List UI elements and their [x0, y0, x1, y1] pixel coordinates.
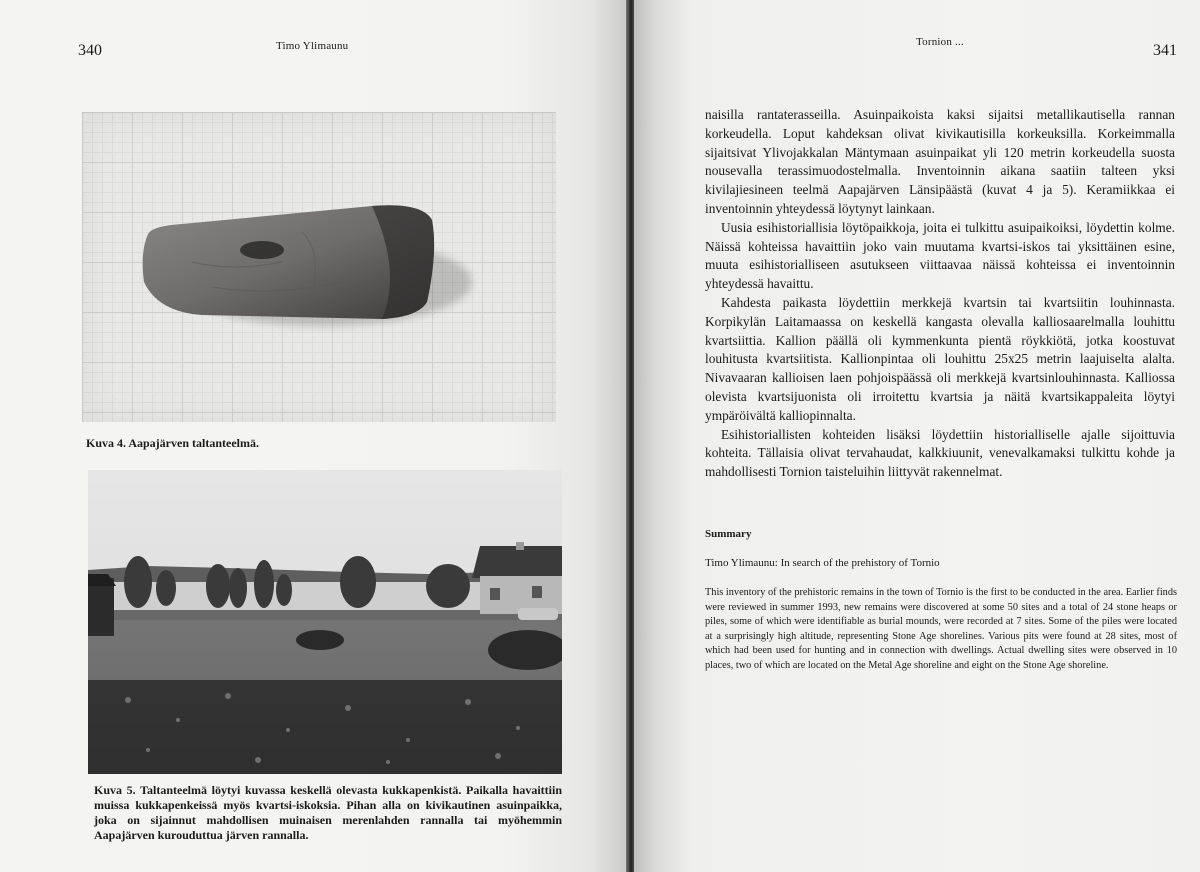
paragraph-1: naisilla rantaterasseilla. Asuinpaikoista kaksi sijaitsi metallikautisella rannan korkeudella. Loput kahdeksan olivat kivikautisilla korkeuksilla. Korkeimmalla sijaitsivat Ylivojakkalan Mäntymaan asuinpaikat yli 120 metrin korkeudella suosta nousevalla terassimuodostelmalla. Inventoinnin aikana saatiin talteen yksi kivilajiesineen teelmä Aapajärven Länsipäästä (kuvat 4 ja 5). Keramiikkaa ei inventoinnin yhteydessä löytynyt lainkaan.	[705, 107, 1175, 216]
summary-heading: Summary	[705, 528, 752, 540]
figure-5-photo	[88, 470, 562, 774]
figure-5-caption: Kuva 5. Taltanteelmä löytyi kuvassa keskellä olevasta kukkapenkistä. Paikalla havaittiin muissa kukkapenkeissä myös kvartsi-iskoksia. Pihan alla on kivikautinen asuinpaikka, joka on sijainnut mahdollisen muinaisen merenlahden rannalla tai myöhemmin Aapajärven kurouduttua järven rannalla.	[94, 783, 562, 842]
landscape-image	[88, 470, 562, 774]
running-head-right: Tornion ...	[916, 36, 964, 48]
running-head-left: Timo Ylimaunu	[276, 40, 349, 52]
summary-subtitle: Timo Ylimaunu: In search of the prehistory of Tornio	[705, 557, 940, 569]
paragraph-3: Kahdesta paikasta löydettiin merkkejä kvartsin tai kvartsiitin louhinnasta. Korpikylän Laitamaassa on keskellä kangasta olevalla kalliosaarelmalla louhittu kvartsiittia. Kallion päällä oli kymmenkunta pientä röykkiötä, jotka koostuvat louhitusta kvartsiitista. Kallionpintaa oli louhittu 25x25 metrin laajuiselta alalta. Nivavaaran kallioisen laen pohjoispäässä oli merkkejä kvartsinlouhinnasta. Kalliossa olevista kvartsijuonista oli irroitettu kvartsia ja näitä kvartsikappaleita löytyi ympäröivältä kalliopinnalta.	[705, 294, 1175, 423]
summary-text: This inventory of the prehistoric remains in the town of Tornio is the first to be conducted in the area. Earlier finds were reviewed in summer 1993, new remains were discovered at some 50 sites and a total of 24 stone heaps or piles, some of which were identifiable as burial mounds, were recorded at 7 sites. Some of the piles were located at a surprisingly high altitude, representing Stone Age shorelines. Various pits were found at 28 sites, most of which had been used for hunting and in connection with dwellings. Actual dwelling sites were observed in 10 places, two of which are located on the Metal Age shoreline and eight on the Stone Age shoreline.	[705, 587, 1177, 671]
body-text	[705, 106, 1175, 482]
figure-4-caption: Kuva 4. Aapajärven taltanteelmä.	[86, 436, 259, 450]
stone-adze-blank-image	[82, 112, 556, 422]
page-number-left: 340	[78, 42, 102, 59]
page-number-right: 341	[1153, 42, 1177, 59]
paragraph-4: Esihistoriallisten kohteiden lisäksi löydettiin historialliselle ajalle sijoittuvia kohteita. Tällaisia olivat tervahaudat, kalkkiuunit, venevalkamaksi tulkittu kohde ja mahdollisesti Tornion taisteluihin liittyvät rakennelmat.	[705, 426, 1175, 480]
figure-4-photo	[82, 112, 556, 422]
paragraph-2: Uusia esihistoriallisia löytöpaikkoja, joita ei tulkittu asuipaikoiksi, löydettin kolme. Näissä kohteissa havaittiin joko vain muutama kvartsi-iskos tai yksittäinen esine, muuta esihistorialliseen asutukseen viittaavaa näissä kohteissa ei inventoinnin yhteydessä havaittu.	[705, 219, 1175, 292]
